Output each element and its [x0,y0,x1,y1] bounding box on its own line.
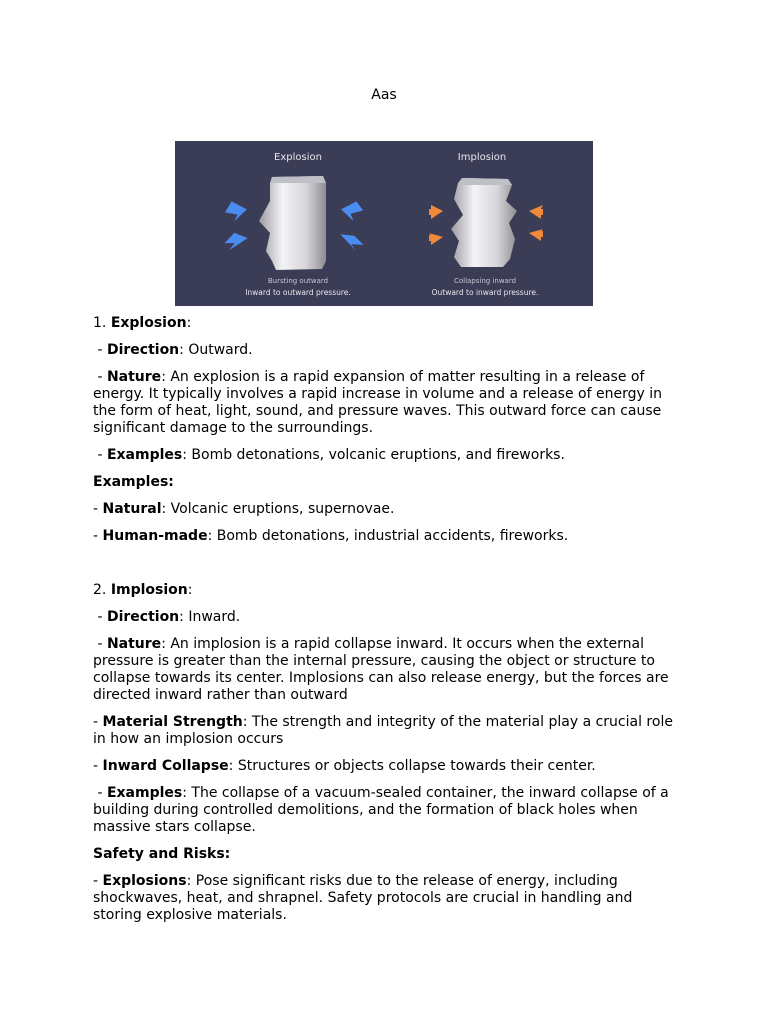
section-spacer [93,555,678,582]
explosion-nature: - Nature: An explosion is a rapid expansion of matter resulting in a release of energy. It typically involves a rapid increase in volume and a release of energy in the form of heat, light, sound, and pressure waves. This outward force can cause significant damage to the surroundings. [93,369,662,436]
implosion-caption-2: Outward to inward pressure. [431,288,539,297]
document-body [93,315,678,934]
implosion-nature: - Nature: An implosion is a rapid collapse inward. It occurs when the external pressure is greater than the internal pressure, causing the object or structure to collapse towards its center. Implosions can also release energy, but the forces are directed inward rather than outward [93,636,669,703]
explosion-examples: - Examples: Bomb detonations, volcanic eruptions, and fireworks. [93,447,565,463]
explosion-heading: 1. Explosion: [93,315,192,331]
explosion-caption-2: Inward to outward pressure. [245,288,351,297]
natural-examples: - Natural: Volcanic eruptions, supernovae. [93,501,395,517]
implosion-direction: - Direction: Inward. [93,609,241,625]
examples-heading: Examples: [93,474,174,490]
document-title: Aas [371,87,397,103]
can-lid-icon [270,176,326,183]
human-made-examples: - Human-made: Bomb detonations, industrial accidents, fireworks. [93,528,569,544]
inward-collapse: - Inward Collapse: Structures or objects collapse towards their center. [93,758,596,774]
implosion-examples: - Examples: The collapse of a vacuum-sealed container, the inward collapse of a building during controlled demolitions, and the formation of black holes when massive stars collapse. [93,785,669,835]
implosion-figure-label: Implosion [457,152,507,163]
implosion-caption-1: Collapsing inward [453,277,517,285]
explosion-implosion-figure [175,141,593,306]
safety-explosions: - Explosions: Pose significant risks due to the release of energy, including shockwaves, heat, and shrapnel. Safety protocols are crucial in handling and storing explosive materials. [93,873,633,923]
explosion-caption-1: Bursting outward [267,277,329,285]
safety-heading: Safety and Risks: [93,846,231,862]
collapsing-can-icon [451,178,517,267]
explosion-direction: - Direction: Outward. [93,342,253,358]
can-lid-icon [458,178,512,185]
material-strength: - Material Strength: The strength and integrity of the material play a crucial role in how an implosion occurs [93,714,673,747]
explosion-figure-label: Explosion [274,152,322,163]
figure-background [175,141,593,306]
implosion-heading: 2. Implosion: [93,582,193,598]
